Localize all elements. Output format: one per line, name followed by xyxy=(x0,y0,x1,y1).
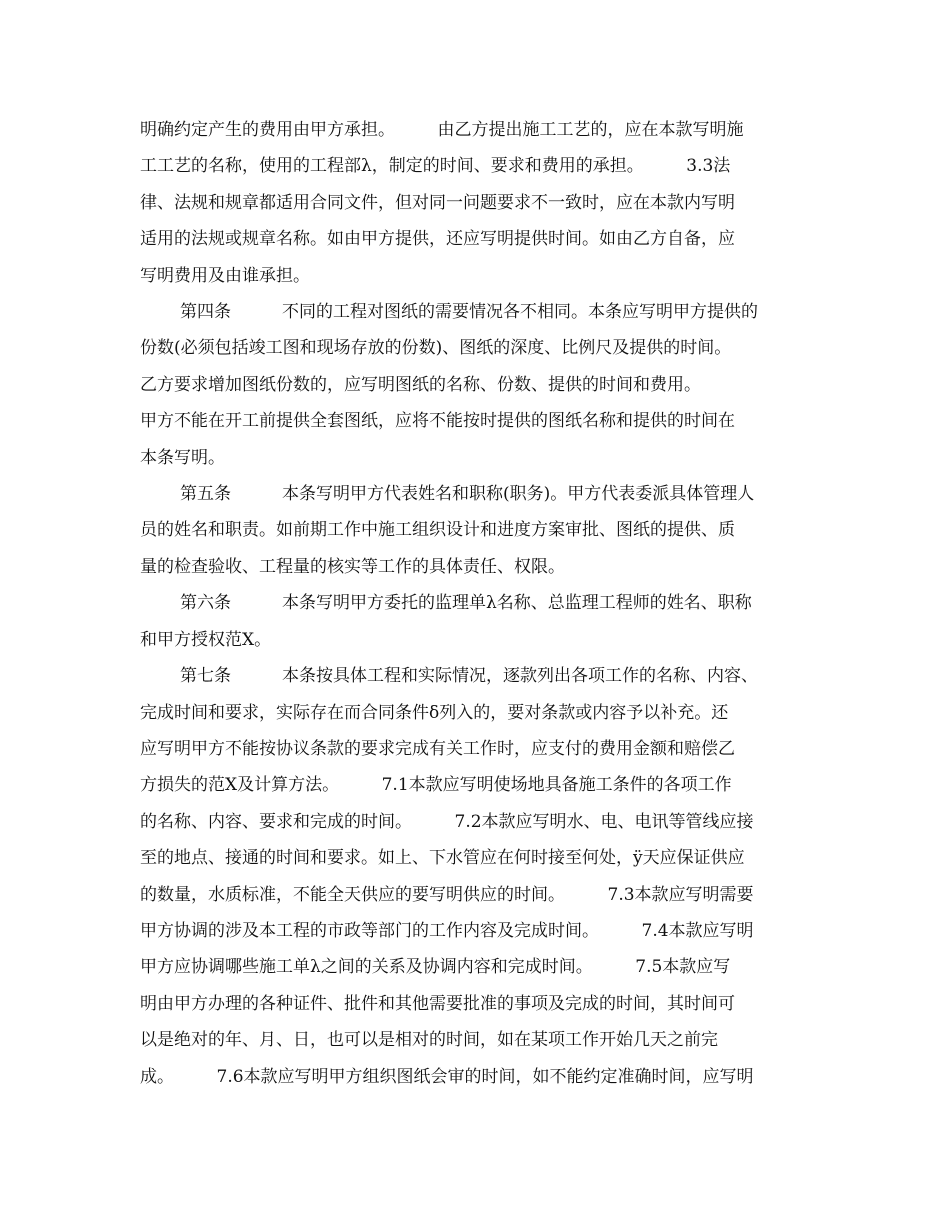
text-line-24: 甲方应协调哪些施工单λ之间的关系及协调内容和完成时间。 7.5本款应写 xyxy=(140,957,731,978)
text-line-10: 本条写明。 xyxy=(140,447,225,468)
text-line-19: 方损失的范Χ及计算方法。 7.1本款应写明使场地具备施工条件的各项工作 xyxy=(140,775,732,796)
text-line-6-article-4: 第四条 不同的工程对图纸的需要情况各不相同。本条应写明甲方提供的 xyxy=(180,302,758,323)
text-line-23: 甲方协调的涉及本工程的市政等部门的工作内容及完成时间。 7.4本款应写明 xyxy=(140,920,754,941)
text-line-27: 成。 7.6本款应写明甲方组织图纸会审的时间，如不能约定准确时间，应写明 xyxy=(140,1066,754,1087)
text-line-5: 写明费用及由谁承担。 xyxy=(140,265,310,286)
text-line-1: 明确约定产生的费用由甲方承担。 由乙方提出施工工艺的，应在本款写明施 xyxy=(140,120,744,140)
text-line-16-article-7: 第七条 本条按具体工程和实际情况，逐款列出各项工作的名称、内容、 xyxy=(180,666,758,687)
text-line-13: 量的检查验收、工程量的核实等工作的具体责任、权限。 xyxy=(140,556,565,577)
text-line-21: 至的地点、接通的时间和要求。如上、下水管应在何时接至何处，ÿ天应保证供应 xyxy=(140,848,745,869)
text-line-4: 适用的法规或规章名称。如由甲方提供，还应写明提供时间。如由乙方自备，应 xyxy=(140,229,735,250)
text-line-7: 份数(必须包括竣工图和现场存放的份数)、图纸的深度、比例尺及提供的时间。 xyxy=(140,338,732,359)
text-line-15: 和甲方授权范Χ。 xyxy=(140,629,272,650)
text-line-20: 的名称、内容、要求和完成的时间。 7.2本款应写明水、电、电讯等管线应接 xyxy=(140,811,754,832)
text-line-12: 员的姓名和职责。如前期工作中施工组织设计和进度方案审批、图纸的提供、质 xyxy=(140,520,735,541)
text-line-2: 工工艺的名称，使用的工程部λ，制定的时间、要求和费用的承担。 3.3法 xyxy=(140,156,731,177)
text-line-11-article-5: 第五条 本条写明甲方代表姓名和职称(职务)。甲方代表委派具体管理人 xyxy=(180,484,755,505)
text-line-3: 律、法规和规章都适用合同文件，但对同一问题要求不一致时，应在本款内写明 xyxy=(140,192,735,213)
text-line-14-article-6: 第六条 本条写明甲方委托的监理单λ名称、总监理工程师的姓名、职称 xyxy=(180,593,752,614)
text-line-17: 完成时间和要求，实际存在而合同条件δ列入的，要对条款或内容予以补充。还 xyxy=(140,702,729,723)
text-line-25: 明由甲方办理的各种证件、批件和其他需要批准的事项及完成的时间，其时间可 xyxy=(140,993,735,1014)
text-line-22: 的数量，水质标准，不能全天供应的要写明供应的时间。 7.3本款应写明需要 xyxy=(140,884,754,905)
text-line-26: 以是绝对的年、月、日，也可以是相对的时间，如在某项工作开始几天之前完 xyxy=(140,1030,718,1051)
text-line-9: 甲方不能在开工前提供全套图纸，应将不能按时提供的图纸名称和提供的时间在 xyxy=(140,411,735,432)
text-line-8: 乙方要求增加图纸份数的，应写明图纸的名称、份数、提供的时间和费用。 xyxy=(140,374,701,395)
document-body xyxy=(140,112,800,1095)
text-line-18: 应写明甲方不能按协议条款的要求完成有关工作时，应支付的费用金额和赔偿乙 xyxy=(140,738,735,759)
